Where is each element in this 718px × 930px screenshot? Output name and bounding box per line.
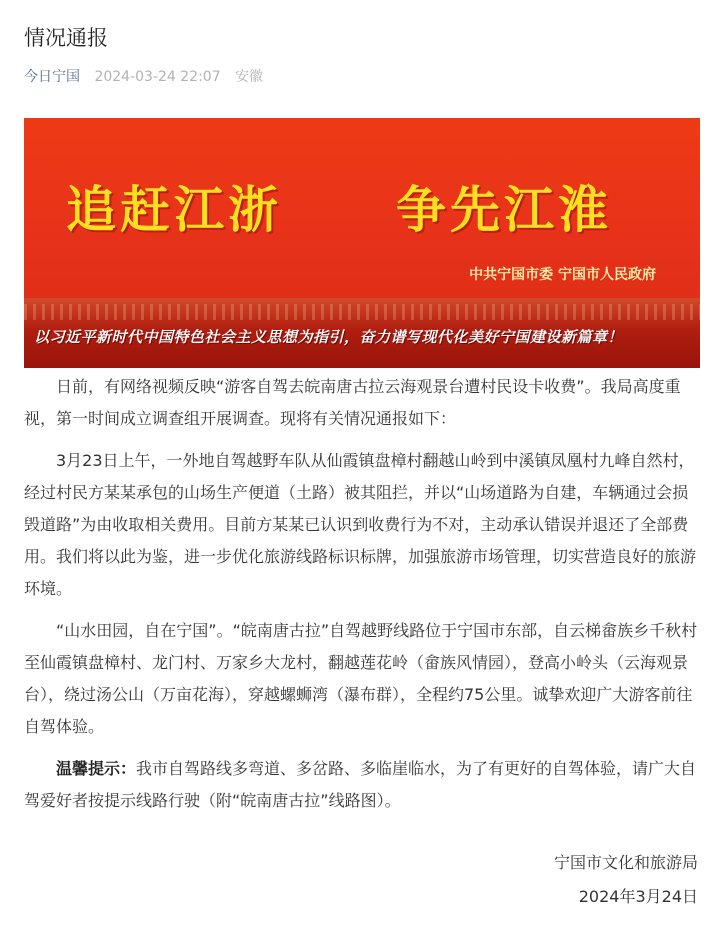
account-name-link[interactable]: 今日宁国 [24, 69, 80, 85]
publish-location: 安徽 [235, 69, 264, 85]
signature-date: 2024年3月24日 [578, 887, 698, 906]
signature-org: 宁国市文化和旅游局 [553, 853, 698, 872]
article-meta [24, 66, 273, 86]
paragraph-tip [24, 753, 700, 817]
banner-issuer: 中共宁国市委 宁国市人民政府 [469, 267, 656, 283]
paragraph-intro: 日前，有网络视频反映“游客自驾去皖南唐古拉云海观景台遭村民设卡收费”。我局高度重视，第一时间成立调查组开展调查。现将有关情况通报如下： [24, 377, 681, 428]
banner-bottom-panel [24, 298, 700, 368]
article-body [24, 371, 700, 817]
banner-top-panel [24, 118, 700, 298]
banner-tagline: 以习近平新时代中国特色社会主义思想为指引，奋力谱写现代化美好宁国建设新篇章！ [34, 328, 624, 346]
banner-slogan-right: 争先江淮 [396, 181, 612, 239]
banner-image[interactable] [24, 118, 700, 368]
article-title: 情况通报 [24, 26, 108, 50]
banner-slogan-left: 追赶江浙 [66, 181, 282, 239]
paragraph-details: 3月23日上午，一外地自驾越野车队从仙霞镇盘樟村翻越山岭到中溪镇凤凰村九峰自然村，经过村民方某某承包的山场生产便道（土路）被其阻拦，并以“山场道路为自建，车辆通过会损毁道路”为由收取相关费用。目前方某某已认识到收费行为不对，主动承认错误并退还了全部费用。我们将以此为鉴，进一步优化旅游线路标识标牌，加强旅游市场管理，切实营造良好的旅游环境。 [24, 451, 697, 598]
publish-datetime: 2024-03-24 22:07 [94, 69, 221, 85]
paragraph-route: “山水田园，自在宁国”。“皖南唐古拉”自驾越野线路位于宁国市东部，自云梯畲族乡千秋村至仙霞镇盘樟村、龙门村、万家乡大龙村，翻越莲花岭（畲族风情园），登高小岭头（云海观景台），绕过汤公山（万亩花海），穿越螺蛳湾（瀑布群），全程约75公里。诚挚欢迎广大游客前往自驾体验。 [24, 621, 698, 736]
tip-label: 温馨提示： [56, 759, 137, 778]
tip-text: 我市自驾路线多弯道、多岔路、多临崖临水，为了有更好的自驾体验，请广大自驾爱好者按提示线路行驶（附“皖南唐古拉”线路图）。 [24, 759, 697, 810]
